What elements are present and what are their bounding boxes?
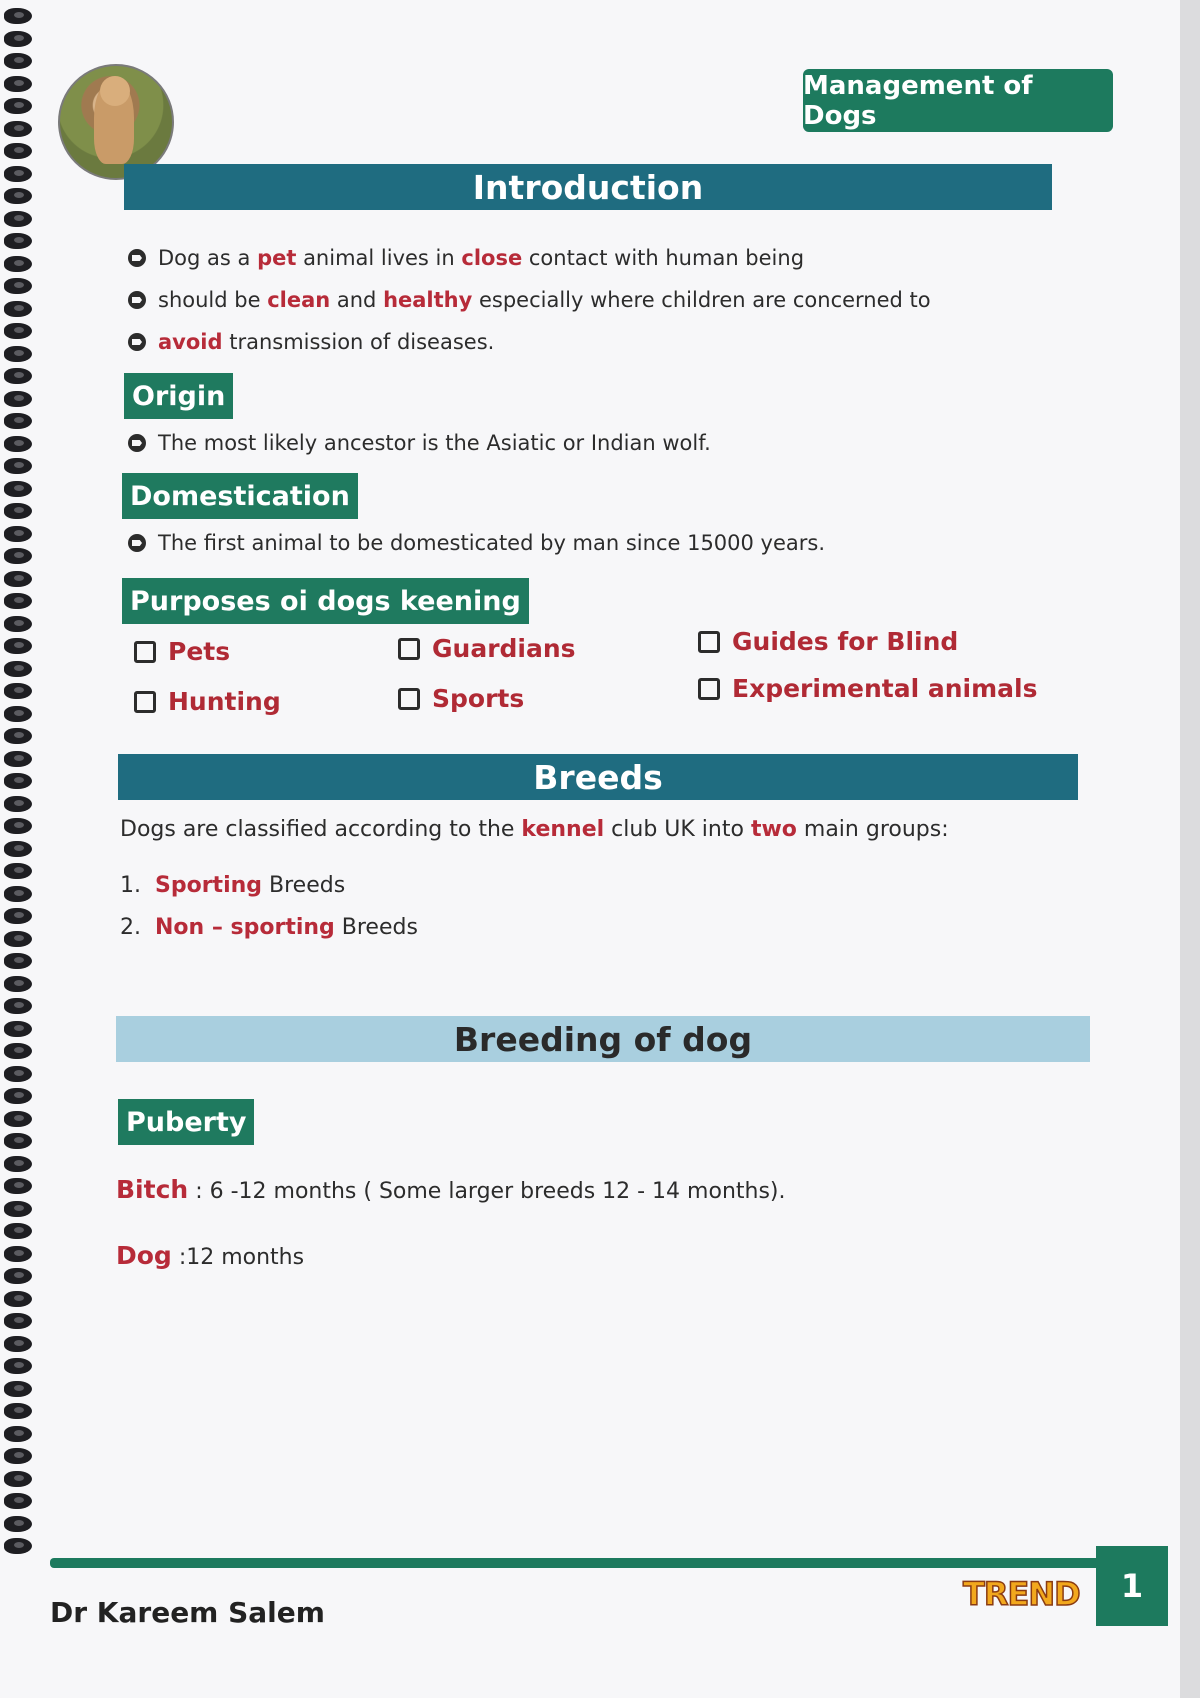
heading-puberty: Puberty [118, 1099, 254, 1145]
spiral-ring [4, 98, 32, 114]
text-run: contact with human being [522, 246, 805, 270]
text-run: transmission of diseases. [222, 330, 495, 354]
trend-logo: TREND [963, 1575, 1080, 1613]
purpose-label: Hunting [168, 687, 281, 716]
spiral-ring [4, 548, 32, 564]
text-run: Dogs are classified according to the [120, 817, 522, 842]
arrow-bullet-icon [128, 249, 146, 267]
header-badge: Management of Dogs [803, 69, 1113, 132]
page-number: 1 [1096, 1546, 1168, 1626]
checkbox-icon [698, 678, 720, 700]
highlighted-word: close [461, 246, 523, 270]
highlighted-word: healthy [383, 288, 473, 312]
breeds-intro [120, 817, 949, 842]
spiral-ring [4, 1538, 32, 1554]
spiral-ring [4, 1291, 32, 1307]
section-bar-introduction: Introduction [124, 164, 1052, 210]
spiral-ring [4, 211, 32, 227]
spiral-ring [4, 1223, 32, 1239]
spiral-ring [4, 1448, 32, 1464]
spiral-ring [4, 503, 32, 519]
purpose-label: Experimental animals [732, 674, 1038, 703]
section-bar-breeding: Breeding of dog [116, 1016, 1090, 1062]
spiral-ring [4, 796, 32, 812]
domestication-bullet-text: The first animal to be domesticated by man since 15000 years. [158, 531, 826, 555]
breed-list-item: 2. Non – sporting Breeds [120, 915, 418, 940]
text-run: club UK into [604, 817, 751, 842]
spiral-ring [4, 1313, 32, 1329]
origin-bullet-text: The most likely ancestor is the Asiatic or Indian wolf. [158, 431, 711, 455]
spiral-ring [4, 683, 32, 699]
spiral-ring [4, 1111, 32, 1127]
spiral-ring [4, 571, 32, 587]
spiral-ring [4, 638, 32, 654]
spiral-ring [4, 1336, 32, 1352]
spiral-ring [4, 1471, 32, 1487]
purpose-item [398, 634, 576, 663]
spiral-ring [4, 1493, 32, 1509]
spiral-ring [4, 841, 32, 857]
spiral-ring [4, 886, 32, 902]
spiral-ring [4, 301, 32, 317]
spiral-ring [4, 998, 32, 1014]
spiral-ring [4, 1066, 32, 1082]
spiral-ring [4, 706, 32, 722]
spiral-ring [4, 256, 32, 272]
spiral-ring [4, 1088, 32, 1104]
spiral-ring [4, 391, 32, 407]
spiral-ring [4, 1201, 32, 1217]
purpose-item [134, 687, 281, 716]
spiral-ring [4, 1043, 32, 1059]
text-run: Dog as a [158, 246, 258, 270]
spiral-binding [0, 0, 40, 1698]
text-run: especially where children are concerned to [472, 288, 931, 312]
spiral-ring [4, 53, 32, 69]
spiral-ring [4, 323, 32, 339]
spiral-ring [4, 1178, 32, 1194]
origin-bullet [128, 431, 711, 455]
spiral-ring [4, 233, 32, 249]
spiral-ring [4, 1358, 32, 1374]
heading-purposes: Purposes oi dogs keening [122, 578, 529, 624]
heading-origin: Origin [124, 373, 233, 419]
intro-bullet-text [158, 330, 494, 354]
purpose-label: Guides for Blind [732, 627, 959, 656]
section-bar-breeds: Breeds [118, 754, 1078, 800]
text-run: main groups: [796, 817, 949, 842]
arrow-bullet-icon [128, 291, 146, 309]
spiral-ring [4, 436, 32, 452]
highlighted-word: two [750, 817, 797, 842]
spiral-ring [4, 1268, 32, 1284]
spiral-ring [4, 121, 32, 137]
spiral-ring [4, 1426, 32, 1442]
spiral-ring [4, 1156, 32, 1172]
spiral-ring [4, 1381, 32, 1397]
spiral-ring [4, 526, 32, 542]
checkbox-icon [134, 641, 156, 663]
purpose-item [698, 627, 958, 656]
spiral-ring [4, 188, 32, 204]
spiral-ring [4, 458, 32, 474]
spiral-ring [4, 728, 32, 744]
puberty-bitch: Bitch : 6 -12 months ( Some larger breeds 12 - 14 months). [116, 1175, 786, 1204]
purpose-label: Guardians [432, 634, 576, 663]
text-run: should be [158, 288, 268, 312]
intro-bullet-2 [128, 288, 931, 312]
intro-bullet-text [158, 288, 931, 312]
purpose-item [134, 637, 230, 666]
spiral-ring [4, 818, 32, 834]
text-run: and [330, 288, 384, 312]
spiral-ring [4, 1246, 32, 1262]
spiral-ring [4, 976, 32, 992]
arrow-bullet-icon [128, 534, 146, 552]
spiral-ring [4, 931, 32, 947]
breed-list-item: 1. Sporting Breeds [120, 873, 346, 898]
highlighted-word: pet [257, 246, 297, 270]
puberty-dog: Dog :12 months [116, 1241, 305, 1270]
purpose-item [698, 674, 1037, 703]
spiral-ring [4, 76, 32, 92]
spiral-ring [4, 661, 32, 677]
spiral-ring [4, 481, 32, 497]
intro-bullet-3 [128, 330, 494, 354]
spiral-ring [4, 593, 32, 609]
spiral-ring [4, 413, 32, 429]
breeds-intro-text [120, 817, 949, 842]
highlighted-word: avoid [158, 330, 223, 354]
spiral-ring [4, 1133, 32, 1149]
purpose-item [398, 684, 524, 713]
dog-avatar [58, 64, 174, 180]
spiral-ring [4, 143, 32, 159]
spiral-ring [4, 908, 32, 924]
spiral-ring [4, 8, 32, 24]
purpose-label: Pets [168, 637, 231, 666]
spiral-ring [4, 31, 32, 47]
author-name: Dr Kareem Salem [50, 1596, 325, 1629]
checkbox-icon [134, 691, 156, 713]
spiral-ring [4, 953, 32, 969]
heading-domestication: Domestication [122, 473, 358, 519]
text-run: animal lives in [296, 246, 462, 270]
spiral-ring [4, 863, 32, 879]
spiral-ring [4, 346, 32, 362]
highlighted-word: clean [267, 288, 331, 312]
intro-bullet-1 [128, 246, 804, 270]
highlighted-word: kennel [521, 817, 605, 842]
domestication-bullet [128, 531, 825, 555]
purpose-label: Sports [432, 684, 525, 713]
arrow-bullet-icon [128, 333, 146, 351]
checkbox-icon [698, 631, 720, 653]
checkbox-icon [398, 638, 420, 660]
spiral-ring [4, 166, 32, 182]
spiral-ring [4, 368, 32, 384]
spiral-ring [4, 773, 32, 789]
footer-divider [50, 1558, 1130, 1568]
spiral-ring [4, 751, 32, 767]
spiral-ring [4, 1516, 32, 1532]
spiral-ring [4, 1021, 32, 1037]
intro-bullet-text [158, 246, 804, 270]
checkbox-icon [398, 688, 420, 710]
spiral-ring [4, 278, 32, 294]
spiral-ring [4, 616, 32, 632]
spiral-ring [4, 1403, 32, 1419]
arrow-bullet-icon [128, 434, 146, 452]
